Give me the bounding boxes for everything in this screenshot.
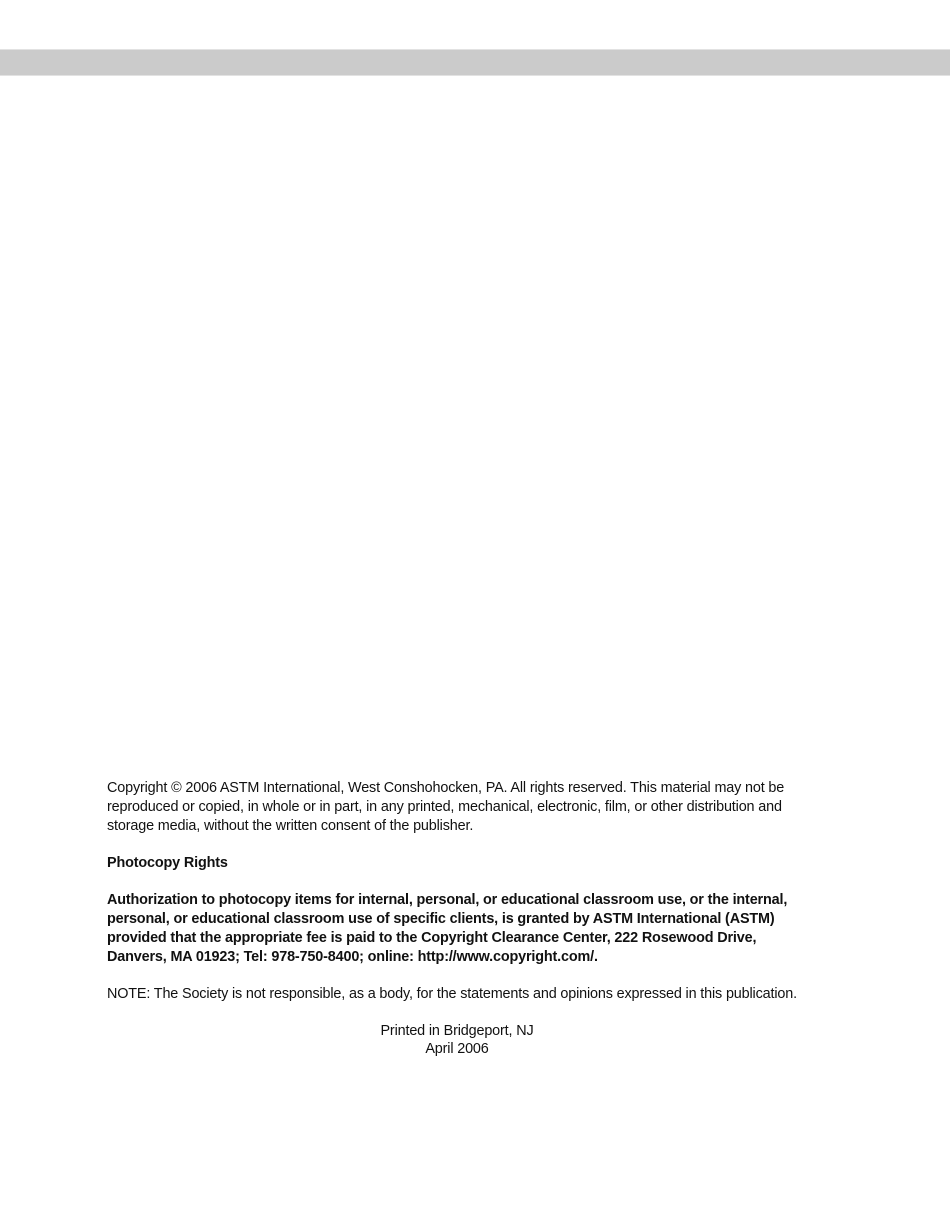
printed-date: April 2006 [425, 1041, 489, 1057]
printing-imprint [107, 1022, 807, 1058]
photocopy-rights-heading: Photocopy Rights [107, 855, 228, 871]
copyright-notice: Copyright © 2006 ASTM International, West Conshohocken, PA. All rights reserved. This material may not be reproduced or copied, in whole or in part, in any printed, mechanical, electronic, film, or other distribution and storage media, without the written consent of the publisher. [107, 780, 785, 834]
disclaimer-note: NOTE: The Society is not responsible, as a body, for the statements and opinions expressed in this publication. [107, 986, 797, 1002]
photocopy-authorization-text: Authorization to photocopy items for internal, personal, or educational classroom use, or the internal, personal, or educational classroom use of specific clients, is granted by ASTM International (ASTM) provided that the appropriate fee is paid to the Copyright Clearance Center, 222 Rosewood Drive, Danvers, MA 01923; Tel: 978-750-8400; online: http://www.copyright.com/. [107, 892, 788, 965]
copyright-page-content [107, 779, 819, 1058]
printed-location: Printed in Bridgeport, NJ [380, 1023, 534, 1039]
header-band [0, 49, 950, 76]
